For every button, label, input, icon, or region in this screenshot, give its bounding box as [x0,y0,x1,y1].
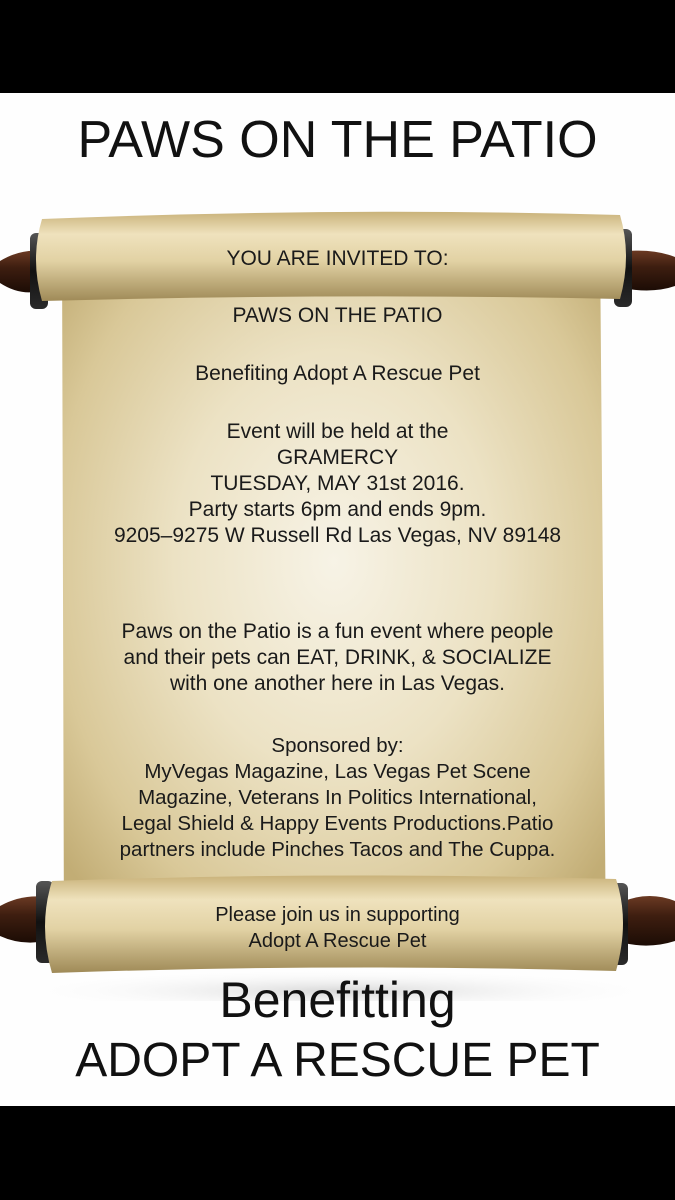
sponsor-line: MyVegas Magazine, Las Vegas Pet Scene [144,760,531,783]
benefiting-line: Benefiting Adopt A Rescue Pet [195,362,480,385]
description-line: and their pets can EAT, DRINK, & SOCIALIZE [123,646,552,669]
poster-title: PAWS ON THE PATIO [77,111,598,169]
sponsor-line: Magazine, Veterans In Politics International, [138,786,537,809]
closing-line: Please join us in supporting [215,904,460,926]
venue-line: GRAMERCY [276,446,399,469]
address-line: 9205–9275 W Russell Rd Las Vegas, NV 89148 [113,524,562,547]
description-line: Paws on the Patio is a fun event where people [121,620,554,643]
venue-line: TUESDAY, MAY 31st 2016. [210,472,465,495]
sponsor-heading: Sponsored by: [271,734,404,757]
description-block [0,619,675,697]
invited-line: YOU ARE INVITED TO: [226,247,449,270]
venue-block [0,419,675,549]
closing-line: Adopt A Rescue Pet [248,930,427,952]
venue-line: Party starts 6pm and ends 9pm. [188,498,487,521]
sponsor-line: Legal Shield & Happy Events Productions.Patio [121,812,554,835]
closing-block [0,902,675,954]
sponsor-line: partners include Pinches Tacos and The Cuppa. [119,838,556,861]
description-line: with one another here in Las Vegas. [169,672,506,695]
event-name-line: PAWS ON THE PATIO [232,304,443,327]
sponsor-block [0,733,675,863]
venue-line: Event will be held at the [226,420,449,443]
event-poster [0,93,675,1106]
bottom-title-benefitting: Benefitting [219,972,456,1028]
bottom-title-charity: ADOPT A RESCUE PET [75,1034,600,1087]
